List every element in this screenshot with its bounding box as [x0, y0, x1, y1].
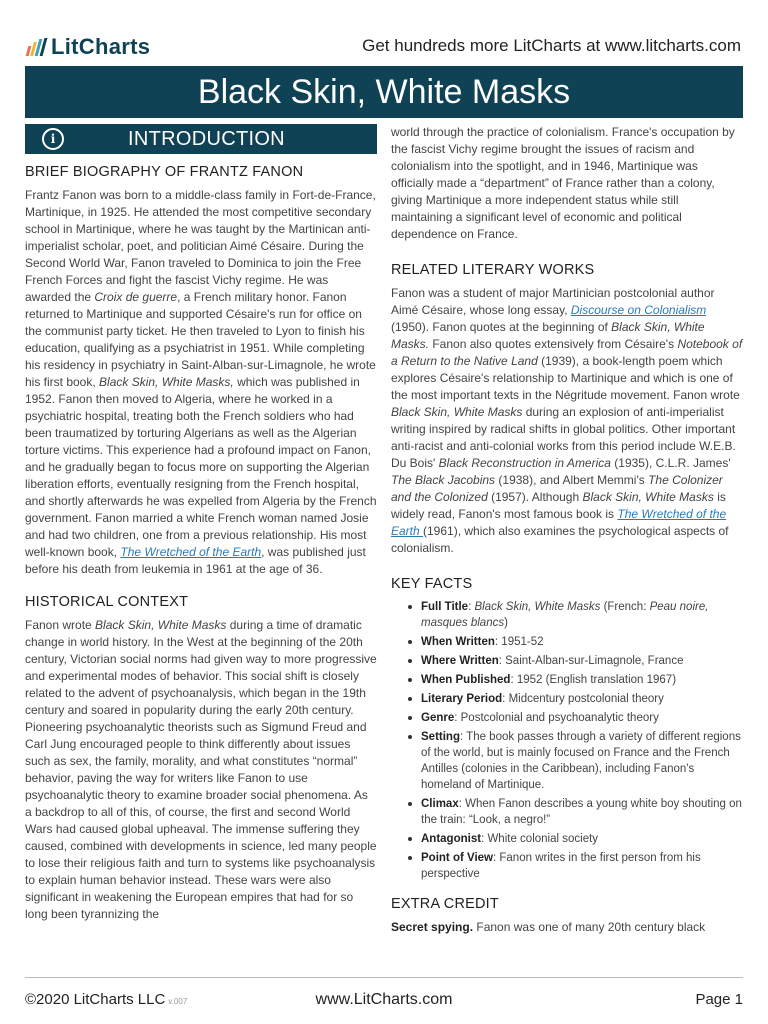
- biography-text: Frantz Fanon was born to a middle-class family in Fort-de-France, Martinique, in 1925. He attended the most competitive secondary school in Martinique, where he was taught by the Martinican anti-imperialist scholar, poet, and politician Aimé Césaire. During the Second World War, Fanon traveled to Dominica to join the Free French Forces and fight the fascist Vichy regime. He was awarded the Croix de guerre, a French military honor. Fanon returned to Martinique and supported Césaire's run for office on the communist party ticket. He then traveled to Lyon to finish his education, qualifying as a psychiatrist in 1951. While completing his residency in psychiatry in Saint-Alban-sur-Limagnole, he wrote his first book, Black Skin, White Masks, which was published in 1952. Fanon then moved to Algeria, where he worked in a psychiatric hospital, treating both the French soldiers who had been traumatized by torturing Algerians as well as the Algerian torture victims. This experience had a profound impact on Fanon, and he gradually began to focus more on supporting the Algerian liberation efforts, eventually resigning from the French hospital, and shortly afterwards he was expelled from Algeria by the French government. Fanon married a white French woman named Josie and had two children, one from a previous relationship. His most well-known book, The Wretched of the Earth, was published just before his death from leukemia in 1961 at the age of 36.: [25, 188, 377, 576]
- historical-context-heading: HISTORICAL CONTEXT: [25, 594, 189, 610]
- list-item: Full Title: Black Skin, White Masks (French: Peau noire, masques blancs): [421, 599, 743, 631]
- extra-credit-heading: EXTRA CREDIT: [391, 896, 499, 912]
- key-facts-list: [391, 599, 743, 882]
- header-tagline[interactable]: Get hundreds more LitCharts at www.litcharts.com: [362, 36, 741, 55]
- related-works-text: Fanon was a student of major Martinician postcolonial author Aimé Césaire, whose long essay, Discourse on Colonialism (1950). Fanon quotes at the beginning of Black Skin, White Masks. Fanon also quotes extensively from Césaire's Notebook of a Return to the Native Land (1939), a book-length poem which explores Césaire's relationship to Martinique and which is one of the most important texts in the Négritude movement. Fanon wrote Black Skin, White Masks during an explosion of anti-imperialist writing inspired by radical shifts in global politics. Other important anti-racist and anti-colonial works from this period include W.E.B. Du Bois' Black Reconstruction in America (1935), C.L.R. James' The Black Jacobins (1938), and Albert Memmi's The Colonizer and the Colonized (1957). Although Black Skin, White Masks is widely read, Fanon's most famous book is The Wretched of the Earth (1961), which also examines the psychological aspects of colonialism.: [391, 286, 743, 555]
- footer-site-link[interactable]: www.LitCharts.com: [315, 991, 453, 1008]
- litcharts-logo[interactable]: [27, 34, 150, 60]
- discourse-on-colonialism-link[interactable]: Discourse on Colonialism: [570, 303, 707, 317]
- list-item: Antagonist: White colonial society: [421, 831, 743, 847]
- related-works-heading: RELATED LITERARY WORKS: [391, 262, 595, 278]
- list-item: Literary Period: Midcentury postcolonial theory: [421, 691, 743, 707]
- introduction-label: INTRODUCTION: [128, 127, 285, 150]
- page-footer: [25, 991, 743, 1013]
- right-column: [391, 124, 743, 936]
- page-title: Black Skin, White Masks: [197, 72, 571, 111]
- footer-divider: [25, 977, 743, 978]
- page-header: [27, 34, 741, 62]
- page-number: Page 1: [695, 991, 743, 1008]
- historical-context-continued: world through the practice of colonialism. France's occupation by the fascist Vichy regime brought the issues of racism and colonialism into the spotlight, and in 1946, Martinique was officially made a “department” of France rather than a colony, giving Martinique a more independent status while still maintaining a significant level of economic and political dependence on France.: [391, 125, 735, 241]
- left-column: [25, 124, 377, 923]
- wretched-of-the-earth-link-2[interactable]: The Wretched of the Earth: [391, 507, 727, 538]
- info-icon: i: [42, 128, 64, 150]
- extra-credit-text: Secret spying. Fanon was one of many 20th century black: [391, 920, 706, 934]
- copyright: ©2020 LitCharts LLC v.007: [25, 991, 188, 1008]
- list-item: Climax: When Fanon describes a young white boy shouting on the train: “Look, a negro!”: [421, 798, 742, 826]
- biography-heading: BRIEF BIOGRAPHY OF FRANTZ FANON: [25, 164, 304, 180]
- title-banner: [25, 66, 743, 118]
- list-item: When Published: 1952 (English translation 1967): [421, 672, 743, 688]
- key-facts-heading: KEY FACTS: [391, 576, 473, 592]
- version-label: v.007: [168, 997, 188, 1006]
- list-item: Genre: Postcolonial and psychoanalytic theory: [421, 710, 743, 726]
- list-item: Setting: The book passes through a variety of different regions of the world, but is mainly focused on France and the French Antilles (colonies in the Caribbean), including Fanon's homeland of Martinique.: [421, 729, 743, 793]
- introduction-banner: [25, 124, 377, 154]
- list-item: When Written: 1951-52: [421, 634, 743, 650]
- historical-context-text: Fanon wrote Black Skin, White Masks during a time of dramatic change in world history. In the West at the beginning of the 20th century, Victorian social norms had given way to more progressive and experimental modes of behavior. This social shift is closely related to the advent of psychoanalysis, which began in the 19th century and soared in popularity during the early 20th century. Pioneering psychoanalytic theorists such as Sigmund Freud and Carl Jung encouraged people to think differently about issues such as sex, the family, morality, and what constitutes “normal” behavior, paving the way for writers like Fanon to use psychoanalytic theory to examine broader social phenomena. As a backdrop to all of this, of course, the first and second World Wars had caused global upheaval. The immense suffering they caused, combined with developments in science, led many people to lose their religious faith and turn to systems like psychoanalysis to explain human behavior instead. These wars were also significant in weakening the European empires that had for so long been tyrannizing the: [25, 618, 377, 921]
- logo-bars-icon: [27, 38, 45, 56]
- wretched-of-the-earth-link[interactable]: The Wretched of the Earth: [120, 545, 262, 559]
- list-item: Where Written: Saint-Alban-sur-Limagnole, France: [421, 653, 743, 669]
- logo-text: LitCharts: [51, 34, 151, 59]
- list-item: Point of View: Fanon writes in the first person from his perspective: [421, 850, 743, 882]
